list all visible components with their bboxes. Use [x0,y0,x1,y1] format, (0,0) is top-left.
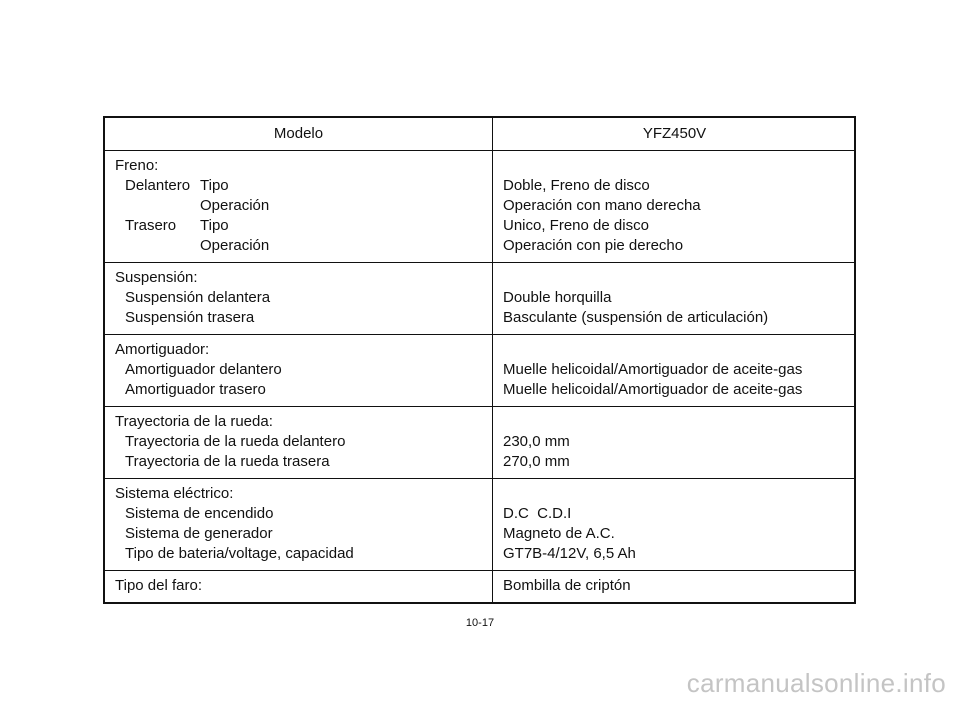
amortiguador-item: Amortiguador trasero [125,381,266,398]
electrico-value: GT7B-4/12V, 6,5 Ah [503,545,636,562]
row-suspension [104,263,855,335]
amortiguador-item: Amortiguador delantero [125,361,282,378]
freno-delantero-tipo-label: Tipo [200,177,229,194]
amortiguador-value: Muelle helicoidal/Amortiguador de aceite-gas [503,381,803,398]
freno-trasero-tipo [115,216,484,236]
electrico-item: Tipo de bateria/voltage, capacidad [125,545,354,562]
freno-labels [104,151,493,263]
trayectoria-title: Trayectoria de la rueda: [115,413,273,430]
electrico-title: Sistema eléctrico: [115,485,234,502]
trayectoria-value: 230,0 mm [503,433,570,450]
freno-delantero-tipo [115,176,484,196]
amortiguador-values [493,335,856,407]
watermark: carmanualsonline.info [686,668,946,698]
trayectoria-value: 270,0 mm [503,453,570,470]
suspension-values [493,263,856,335]
electrico-labels [104,479,493,571]
suspension-title: Suspensión: [115,269,198,286]
freno-trasero-tipo-label: Tipo [200,217,229,234]
amortiguador-labels [104,335,493,407]
faro-label [104,571,493,604]
header-model-value: YFZ450V [493,117,856,151]
suspension-item: Suspensión delantera [125,289,271,306]
row-faro [104,571,855,604]
row-freno [104,151,855,263]
electrico-item: Sistema de encendido [125,505,274,522]
freno-trasero-label: Trasero [125,217,177,234]
trayectoria-values [493,407,856,479]
electrico-values [493,479,856,571]
electrico-value: D.C C.D.I [503,505,572,522]
row-trayectoria [104,407,855,479]
freno-value: Operación con mano derecha [503,197,701,214]
suspension-labels [104,263,493,335]
trayectoria-labels [104,407,493,479]
freno-values [493,151,856,263]
freno-title: Freno: [115,157,159,174]
header-row [104,117,855,151]
freno-value: Operación con pie derecho [503,237,684,254]
header-model-label: Modelo [104,117,493,151]
freno-delantero-operacion-label: Operación [200,197,270,214]
electrico-value: Magneto de A.C. [503,525,615,542]
suspension-value: Double horquilla [503,289,612,306]
freno-value: Unico, Freno de disco [503,217,649,234]
freno-value: Doble, Freno de disco [503,177,650,194]
trayectoria-item: Trayectoria de la rueda trasera [125,453,330,470]
suspension-value: Basculante (suspensión de articulación) [503,309,769,326]
freno-delantero-label: Delantero [125,177,191,194]
row-amortiguador [104,335,855,407]
spec-table [103,116,856,604]
electrico-item: Sistema de generador [125,525,273,542]
row-electrico [104,479,855,571]
freno-trasero-operacion-label: Operación [200,237,270,254]
faro-title: Tipo del faro: [115,577,202,594]
amortiguador-value: Muelle helicoidal/Amortiguador de aceite-gas [503,361,803,378]
page-number: 10-17 [465,617,495,629]
amortiguador-title: Amortiguador: [115,341,210,358]
faro-value: Bombilla de criptón [503,577,631,594]
faro-values [493,571,856,604]
suspension-item: Suspensión trasera [125,309,255,326]
trayectoria-item: Trayectoria de la rueda delantero [125,433,346,450]
